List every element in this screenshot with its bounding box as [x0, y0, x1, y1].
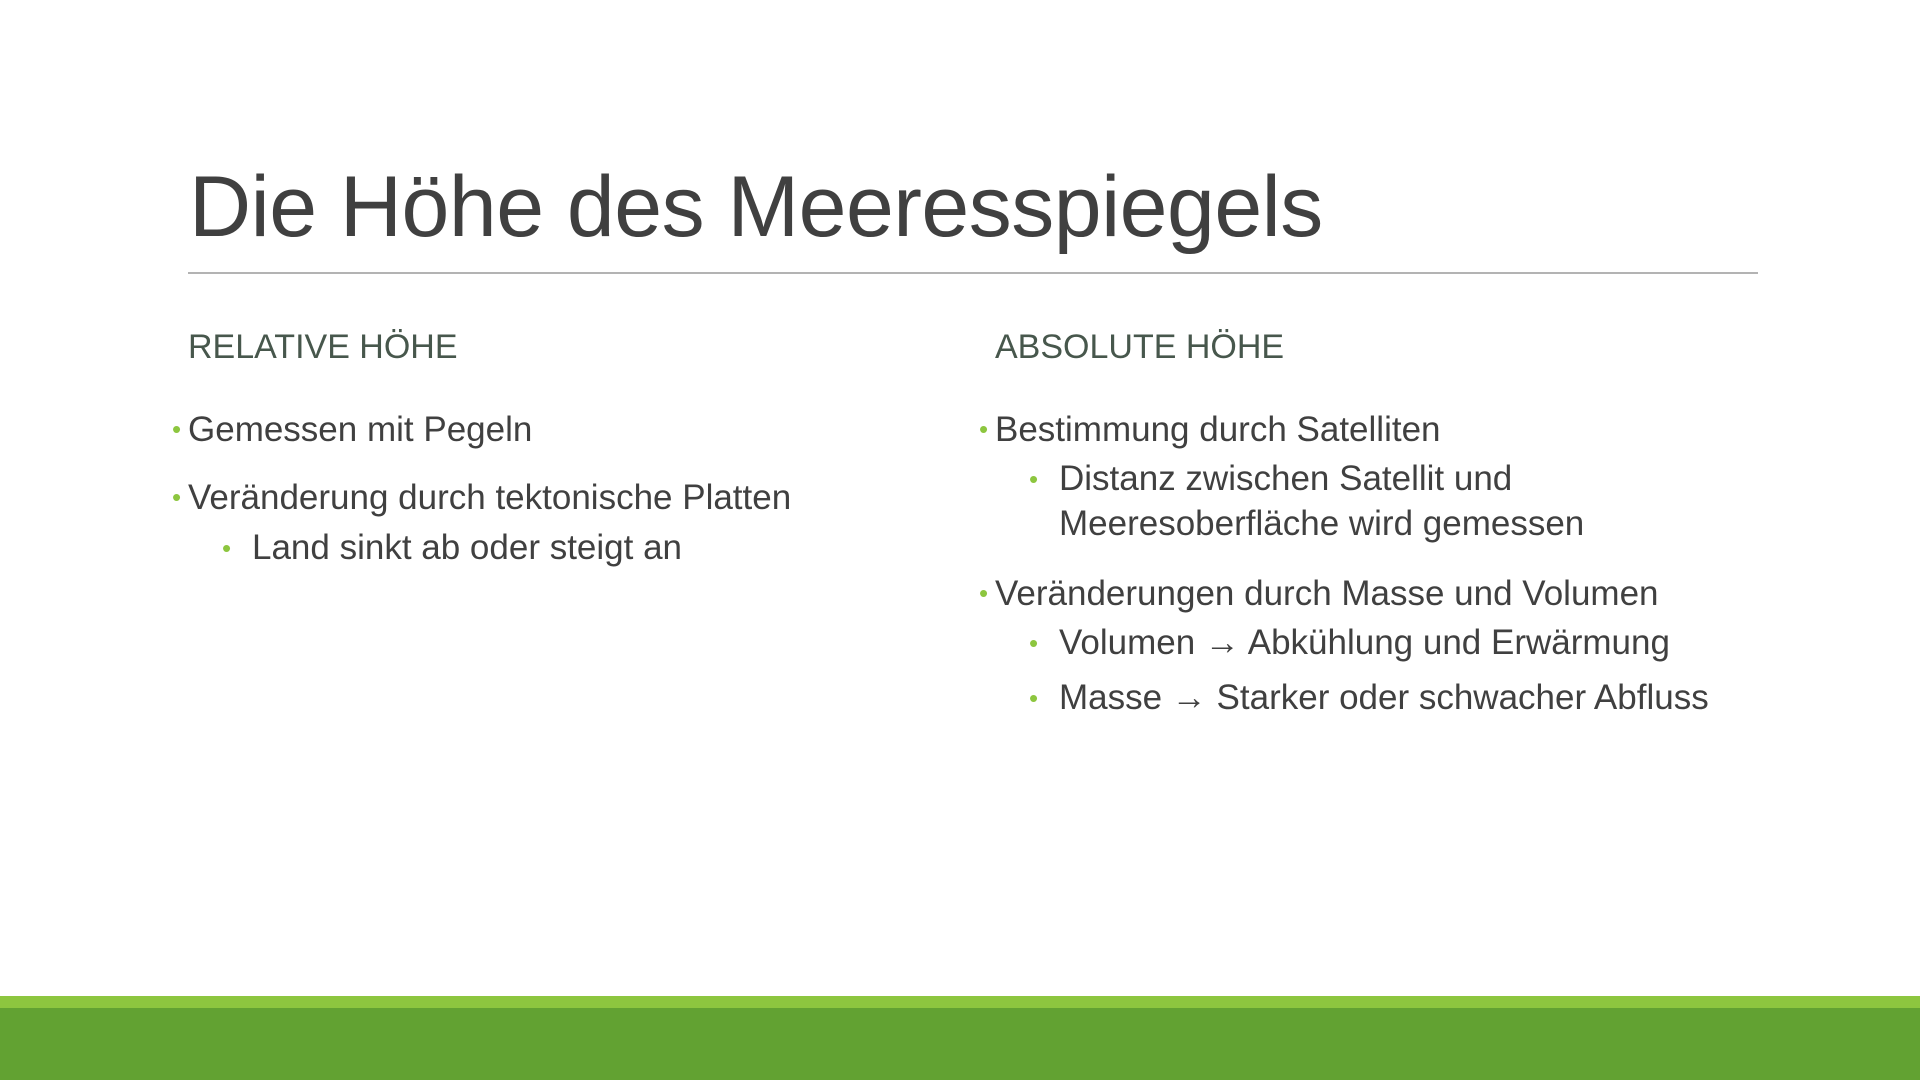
bullet-text: Gemessen mit Pegeln: [188, 410, 533, 449]
bullet-text: Veränderungen durch Masse und Volumen: [995, 573, 1659, 613]
sub-bullet-text: Distanz zwischen Satellit und Meeresoberfläche wird gemessen: [1059, 459, 1585, 544]
right-bullet-list: [977, 408, 1757, 721]
sub-bullet-list: [995, 621, 1757, 721]
slide-title: Die Höhe des Meeresspiegels: [189, 159, 1323, 255]
sub-bullet-text: Land sinkt ab oder steigt an: [252, 527, 683, 567]
bullet-dot-icon: •: [979, 577, 989, 608]
bullet-dot-icon: •: [1029, 683, 1039, 714]
bullet-dot-icon: •: [222, 532, 232, 563]
sub-list-item: [995, 457, 1757, 547]
list-item: [170, 476, 950, 570]
sub-bullet-text: Masse → Starker oder schwacher Abfluss: [1059, 678, 1709, 718]
list-item: [977, 408, 1757, 547]
bullet-dot-icon: •: [172, 414, 182, 444]
sub-bullet-list: [188, 526, 950, 571]
bullet-dot-icon: •: [979, 414, 989, 444]
sub-bullet-text: Volumen → Abkühlung und Erwärmung: [1059, 623, 1670, 663]
sub-list-item: [188, 526, 950, 571]
footer-accent-bar: [0, 996, 1920, 1008]
right-column-heading: ABSOLUTE HÖHE: [995, 328, 1285, 366]
footer-bar: [0, 1008, 1920, 1080]
title-divider: [188, 272, 1758, 274]
list-item: [170, 408, 950, 451]
bullet-text: Bestimmung durch Satelliten: [995, 410, 1441, 449]
left-column: [170, 322, 950, 571]
bullet-dot-icon: •: [1029, 628, 1039, 659]
bullet-dot-icon: •: [172, 482, 182, 513]
sub-list-item: [995, 676, 1757, 721]
list-item: [977, 572, 1757, 721]
sub-list-item: [995, 621, 1757, 666]
sub-bullet-list: [995, 457, 1757, 547]
right-column: [977, 322, 1757, 721]
left-bullet-list: [170, 408, 950, 571]
left-column-heading: RELATIVE HÖHE: [188, 328, 458, 366]
bullet-dot-icon: •: [1029, 464, 1039, 495]
bullet-text: Veränderung durch tektonische Platten: [188, 478, 792, 518]
